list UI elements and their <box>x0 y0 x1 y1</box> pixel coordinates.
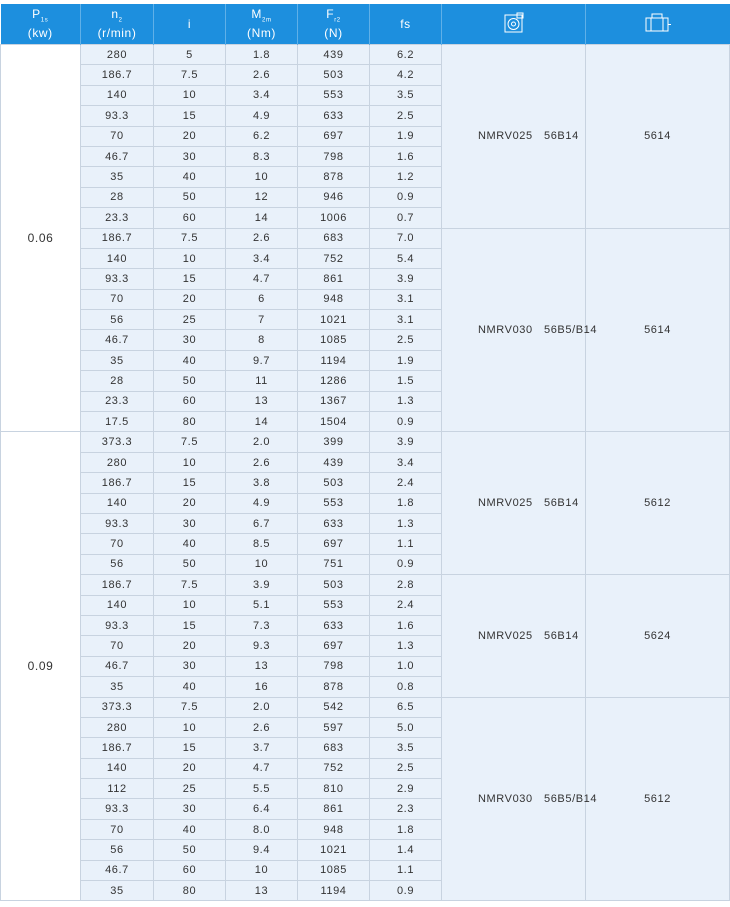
radial-load-cell: 946 <box>298 187 370 207</box>
radial-load-cell: 948 <box>298 819 370 839</box>
speed-cell: 56 <box>81 840 154 860</box>
ratio-cell: 7.5 <box>154 65 226 85</box>
service-factor-cell: 3.9 <box>370 269 442 289</box>
radial-load-cell: 1021 <box>298 310 370 330</box>
radial-load-cell: 810 <box>298 779 370 799</box>
service-factor-cell: 1.9 <box>370 350 442 370</box>
speed-cell: 140 <box>81 595 154 615</box>
service-factor-cell: 1.1 <box>370 860 442 880</box>
header-torque-symbol: M <box>251 6 263 21</box>
header-radial-load-symbol: F <box>326 6 335 21</box>
header-speed <box>81 4 154 45</box>
torque-cell: 6 <box>226 289 298 309</box>
gearbox-model: NMRV025 <box>478 130 533 143</box>
service-factor-cell: 1.9 <box>370 126 442 146</box>
radial-load-cell: 1085 <box>298 330 370 350</box>
service-factor-cell: 2.3 <box>370 799 442 819</box>
torque-cell: 14 <box>226 208 298 228</box>
motor-flange-icon <box>643 12 673 37</box>
radial-load-cell: 878 <box>298 677 370 697</box>
speed-cell: 373.3 <box>81 432 154 452</box>
speed-cell: 23.3 <box>81 208 154 228</box>
service-factor-cell: 5.4 <box>370 248 442 268</box>
torque-cell: 11 <box>226 371 298 391</box>
ratio-cell: 25 <box>154 779 226 799</box>
motor-code-cell: 5612 <box>586 432 730 575</box>
radial-load-cell: 1085 <box>298 860 370 880</box>
radial-load-cell: 597 <box>298 717 370 737</box>
flange-type: 56B14 <box>544 629 579 642</box>
torque-cell: 8.3 <box>226 146 298 166</box>
ratio-cell: 80 <box>154 412 226 432</box>
torque-cell: 2.6 <box>226 228 298 248</box>
service-factor-cell: 1.5 <box>370 371 442 391</box>
service-factor-cell: 1.6 <box>370 615 442 635</box>
service-factor-cell: 4.2 <box>370 65 442 85</box>
flange-type: 56B5/B14 <box>544 792 598 805</box>
speed-cell: 23.3 <box>81 391 154 411</box>
ratio-cell: 20 <box>154 289 226 309</box>
service-factor-cell: 1.6 <box>370 146 442 166</box>
service-factor-cell: 1.2 <box>370 167 442 187</box>
gearbox-model-cell <box>442 575 586 697</box>
radial-load-cell: 878 <box>298 167 370 187</box>
service-factor-cell: 3.4 <box>370 452 442 472</box>
header-radial-load-sub: r2 <box>334 17 341 24</box>
ratio-cell: 40 <box>154 677 226 697</box>
ratio-cell: 40 <box>154 350 226 370</box>
speed-cell: 93.3 <box>81 106 154 126</box>
ratio-cell: 20 <box>154 493 226 513</box>
radial-load-cell: 1021 <box>298 840 370 860</box>
speed-cell: 70 <box>81 819 154 839</box>
service-factor-cell: 1.3 <box>370 391 442 411</box>
header-ratio <box>154 4 226 45</box>
header-service-factor <box>370 4 442 45</box>
header-radial-load-unit: (N) <box>324 26 343 41</box>
ratio-cell: 30 <box>154 799 226 819</box>
speed-cell: 112 <box>81 779 154 799</box>
ratio-cell: 7.5 <box>154 697 226 717</box>
gearmotor-table <box>0 4 730 901</box>
torque-cell: 13 <box>226 881 298 901</box>
ratio-cell: 20 <box>154 126 226 146</box>
ratio-cell: 25 <box>154 310 226 330</box>
service-factor-cell: 1.0 <box>370 656 442 676</box>
service-factor-cell: 1.3 <box>370 636 442 656</box>
ratio-cell: 40 <box>154 167 226 187</box>
header-power-symbol: P <box>32 6 41 21</box>
radial-load-cell: 503 <box>298 473 370 493</box>
service-factor-cell: 3.5 <box>370 738 442 758</box>
service-factor-cell: 2.5 <box>370 330 442 350</box>
ratio-cell: 15 <box>154 738 226 758</box>
ratio-cell: 15 <box>154 106 226 126</box>
speed-cell: 140 <box>81 248 154 268</box>
radial-load-cell: 439 <box>298 452 370 472</box>
speed-cell: 35 <box>81 881 154 901</box>
radial-load-cell: 697 <box>298 126 370 146</box>
speed-cell: 17.5 <box>81 412 154 432</box>
service-factor-cell: 3.5 <box>370 85 442 105</box>
torque-cell: 14 <box>226 412 298 432</box>
radial-load-cell: 751 <box>298 554 370 574</box>
power-cell: 0.09 <box>1 432 81 901</box>
ratio-cell: 30 <box>154 513 226 533</box>
radial-load-cell: 948 <box>298 289 370 309</box>
power-cell: 0.06 <box>1 45 81 432</box>
speed-cell: 28 <box>81 187 154 207</box>
radial-load-cell: 752 <box>298 758 370 778</box>
radial-load-cell: 542 <box>298 697 370 717</box>
torque-cell: 7.3 <box>226 615 298 635</box>
torque-cell: 10 <box>226 554 298 574</box>
gearbox-model: NMRV030 <box>478 792 533 805</box>
service-factor-cell: 3.1 <box>370 310 442 330</box>
header-speed-sub: 2 <box>118 17 123 24</box>
radial-load-cell: 683 <box>298 738 370 758</box>
ratio-cell: 60 <box>154 391 226 411</box>
torque-cell: 10 <box>226 860 298 880</box>
header-ratio-symbol: i <box>187 16 192 31</box>
torque-cell: 4.9 <box>226 493 298 513</box>
radial-load-cell: 798 <box>298 146 370 166</box>
torque-cell: 3.8 <box>226 473 298 493</box>
torque-cell: 5.1 <box>226 595 298 615</box>
radial-load-cell: 1286 <box>298 371 370 391</box>
torque-cell: 13 <box>226 391 298 411</box>
ratio-cell: 10 <box>154 85 226 105</box>
torque-cell: 3.4 <box>226 85 298 105</box>
service-factor-cell: 5.0 <box>370 717 442 737</box>
ratio-cell: 20 <box>154 636 226 656</box>
speed-cell: 186.7 <box>81 738 154 758</box>
gearbox-model: NMRV025 <box>478 497 533 510</box>
radial-load-cell: 752 <box>298 248 370 268</box>
service-factor-cell: 0.7 <box>370 208 442 228</box>
ratio-cell: 5 <box>154 45 226 65</box>
ratio-cell: 7.5 <box>154 575 226 595</box>
torque-cell: 2.0 <box>226 432 298 452</box>
gearbox-model-cell <box>442 697 598 901</box>
ratio-cell: 10 <box>154 717 226 737</box>
ratio-cell: 10 <box>154 248 226 268</box>
header-torque-unit: (Nm) <box>246 26 277 41</box>
service-factor-cell: 0.8 <box>370 677 442 697</box>
service-factor-cell: 0.9 <box>370 412 442 432</box>
radial-load-cell: 1006 <box>298 208 370 228</box>
speed-cell: 140 <box>81 85 154 105</box>
torque-cell: 8.5 <box>226 534 298 554</box>
header-power-sub: 1s <box>40 17 49 24</box>
torque-cell: 4.9 <box>226 106 298 126</box>
service-factor-cell: 1.8 <box>370 493 442 513</box>
torque-cell: 1.8 <box>226 45 298 65</box>
radial-load-cell: 633 <box>298 615 370 635</box>
ratio-cell: 15 <box>154 473 226 493</box>
header-torque <box>226 4 298 45</box>
ratio-cell: 60 <box>154 208 226 228</box>
motor-code-cell: 5614 <box>586 45 730 229</box>
speed-cell: 46.7 <box>81 860 154 880</box>
radial-load-cell: 683 <box>298 228 370 248</box>
radial-load-cell: 633 <box>298 106 370 126</box>
flange-type: 56B5/B14 <box>544 323 598 336</box>
speed-cell: 28 <box>81 371 154 391</box>
torque-cell: 3.7 <box>226 738 298 758</box>
service-factor-cell: 2.5 <box>370 758 442 778</box>
torque-cell: 7 <box>226 310 298 330</box>
torque-cell: 3.9 <box>226 575 298 595</box>
speed-cell: 373.3 <box>81 697 154 717</box>
speed-cell: 93.3 <box>81 269 154 289</box>
ratio-cell: 10 <box>154 452 226 472</box>
ratio-cell: 50 <box>154 187 226 207</box>
motor-code-cell: 5612 <box>586 697 730 901</box>
service-factor-cell: 1.3 <box>370 513 442 533</box>
header-power-unit: (kw) <box>27 26 53 41</box>
ratio-cell: 50 <box>154 554 226 574</box>
service-factor-cell: 3.1 <box>370 289 442 309</box>
radial-load-cell: 503 <box>298 65 370 85</box>
header-speed-symbol: n <box>111 6 119 21</box>
torque-cell: 4.7 <box>226 269 298 289</box>
service-factor-cell: 1.1 <box>370 534 442 554</box>
radial-load-cell: 553 <box>298 85 370 105</box>
speed-cell: 70 <box>81 534 154 554</box>
torque-cell: 9.4 <box>226 840 298 860</box>
table-row <box>1 228 730 248</box>
radial-load-cell: 697 <box>298 636 370 656</box>
speed-cell: 186.7 <box>81 473 154 493</box>
header-motor <box>586 4 730 45</box>
service-factor-cell: 1.4 <box>370 840 442 860</box>
ratio-cell: 80 <box>154 881 226 901</box>
speed-cell: 35 <box>81 677 154 697</box>
motor-code-cell: 5624 <box>586 575 730 697</box>
ratio-cell: 40 <box>154 819 226 839</box>
table-row <box>1 45 730 65</box>
table-row <box>1 432 730 452</box>
torque-cell: 13 <box>226 656 298 676</box>
speed-cell: 35 <box>81 167 154 187</box>
ratio-cell: 30 <box>154 656 226 676</box>
torque-cell: 4.7 <box>226 758 298 778</box>
ratio-cell: 15 <box>154 615 226 635</box>
table-row <box>1 575 730 595</box>
service-factor-cell: 2.9 <box>370 779 442 799</box>
service-factor-cell: 7.0 <box>370 228 442 248</box>
radial-load-cell: 861 <box>298 799 370 819</box>
speed-cell: 93.3 <box>81 799 154 819</box>
radial-load-cell: 439 <box>298 45 370 65</box>
torque-cell: 2.6 <box>226 452 298 472</box>
speed-cell: 280 <box>81 45 154 65</box>
speed-cell: 46.7 <box>81 656 154 676</box>
flange-type: 56B14 <box>544 130 579 143</box>
speed-cell: 35 <box>81 350 154 370</box>
flange-type: 56B14 <box>544 497 579 510</box>
service-factor-cell: 1.8 <box>370 819 442 839</box>
torque-cell: 10 <box>226 167 298 187</box>
speed-cell: 280 <box>81 717 154 737</box>
speed-cell: 93.3 <box>81 513 154 533</box>
service-factor-cell: 6.5 <box>370 697 442 717</box>
torque-cell: 8 <box>226 330 298 350</box>
torque-cell: 6.4 <box>226 799 298 819</box>
radial-load-cell: 1194 <box>298 350 370 370</box>
torque-cell: 6.7 <box>226 513 298 533</box>
speed-cell: 186.7 <box>81 575 154 595</box>
gearbox-model-cell <box>442 45 586 229</box>
radial-load-cell: 553 <box>298 493 370 513</box>
gearbox-model: NMRV025 <box>478 629 533 642</box>
header-speed-unit: (r/min) <box>97 26 137 41</box>
speed-cell: 56 <box>81 310 154 330</box>
gearbox-model-cell <box>442 432 586 575</box>
header-gearbox <box>442 4 586 45</box>
torque-cell: 8.0 <box>226 819 298 839</box>
header-power <box>1 4 81 45</box>
service-factor-cell: 2.4 <box>370 595 442 615</box>
speed-cell: 46.7 <box>81 330 154 350</box>
ratio-cell: 7.5 <box>154 432 226 452</box>
radial-load-cell: 1504 <box>298 412 370 432</box>
radial-load-cell: 553 <box>298 595 370 615</box>
radial-load-cell: 697 <box>298 534 370 554</box>
speed-cell: 70 <box>81 126 154 146</box>
speed-cell: 46.7 <box>81 146 154 166</box>
gearbox-model-cell <box>442 228 598 432</box>
torque-cell: 6.2 <box>226 126 298 146</box>
ratio-cell: 20 <box>154 758 226 778</box>
gearbox-model: NMRV030 <box>478 323 533 336</box>
service-factor-cell: 0.9 <box>370 187 442 207</box>
service-factor-cell: 0.9 <box>370 881 442 901</box>
speed-cell: 280 <box>81 452 154 472</box>
speed-cell: 93.3 <box>81 615 154 635</box>
speed-cell: 140 <box>81 758 154 778</box>
radial-load-cell: 1367 <box>298 391 370 411</box>
torque-cell: 9.7 <box>226 350 298 370</box>
radial-load-cell: 798 <box>298 656 370 676</box>
speed-cell: 186.7 <box>81 65 154 85</box>
worm-gearbox-icon <box>503 12 525 37</box>
ratio-cell: 40 <box>154 534 226 554</box>
radial-load-cell: 633 <box>298 513 370 533</box>
speed-cell: 70 <box>81 289 154 309</box>
header-service-factor-symbol: fs <box>400 16 411 31</box>
speed-cell: 70 <box>81 636 154 656</box>
service-factor-cell: 2.8 <box>370 575 442 595</box>
ratio-cell: 50 <box>154 840 226 860</box>
ratio-cell: 50 <box>154 371 226 391</box>
radial-load-cell: 503 <box>298 575 370 595</box>
torque-cell: 2.0 <box>226 697 298 717</box>
speed-cell: 186.7 <box>81 228 154 248</box>
ratio-cell: 10 <box>154 595 226 615</box>
service-factor-cell: 0.9 <box>370 554 442 574</box>
ratio-cell: 15 <box>154 269 226 289</box>
table-header <box>1 4 730 45</box>
torque-cell: 16 <box>226 677 298 697</box>
ratio-cell: 7.5 <box>154 228 226 248</box>
torque-cell: 2.6 <box>226 65 298 85</box>
service-factor-cell: 6.2 <box>370 45 442 65</box>
torque-cell: 5.5 <box>226 779 298 799</box>
ratio-cell: 60 <box>154 860 226 880</box>
service-factor-cell: 2.4 <box>370 473 442 493</box>
header-radial-load <box>298 4 370 45</box>
torque-cell: 12 <box>226 187 298 207</box>
speed-cell: 140 <box>81 493 154 513</box>
header-torque-sub: 2m <box>262 17 272 24</box>
speed-cell: 56 <box>81 554 154 574</box>
radial-load-cell: 1194 <box>298 881 370 901</box>
service-factor-cell: 2.5 <box>370 106 442 126</box>
service-factor-cell: 3.9 <box>370 432 442 452</box>
torque-cell: 2.6 <box>226 717 298 737</box>
table-row <box>1 697 730 717</box>
torque-cell: 9.3 <box>226 636 298 656</box>
motor-code-cell: 5614 <box>586 228 730 432</box>
ratio-cell: 30 <box>154 330 226 350</box>
table-body <box>1 45 730 901</box>
ratio-cell: 30 <box>154 146 226 166</box>
radial-load-cell: 399 <box>298 432 370 452</box>
radial-load-cell: 861 <box>298 269 370 289</box>
torque-cell: 3.4 <box>226 248 298 268</box>
